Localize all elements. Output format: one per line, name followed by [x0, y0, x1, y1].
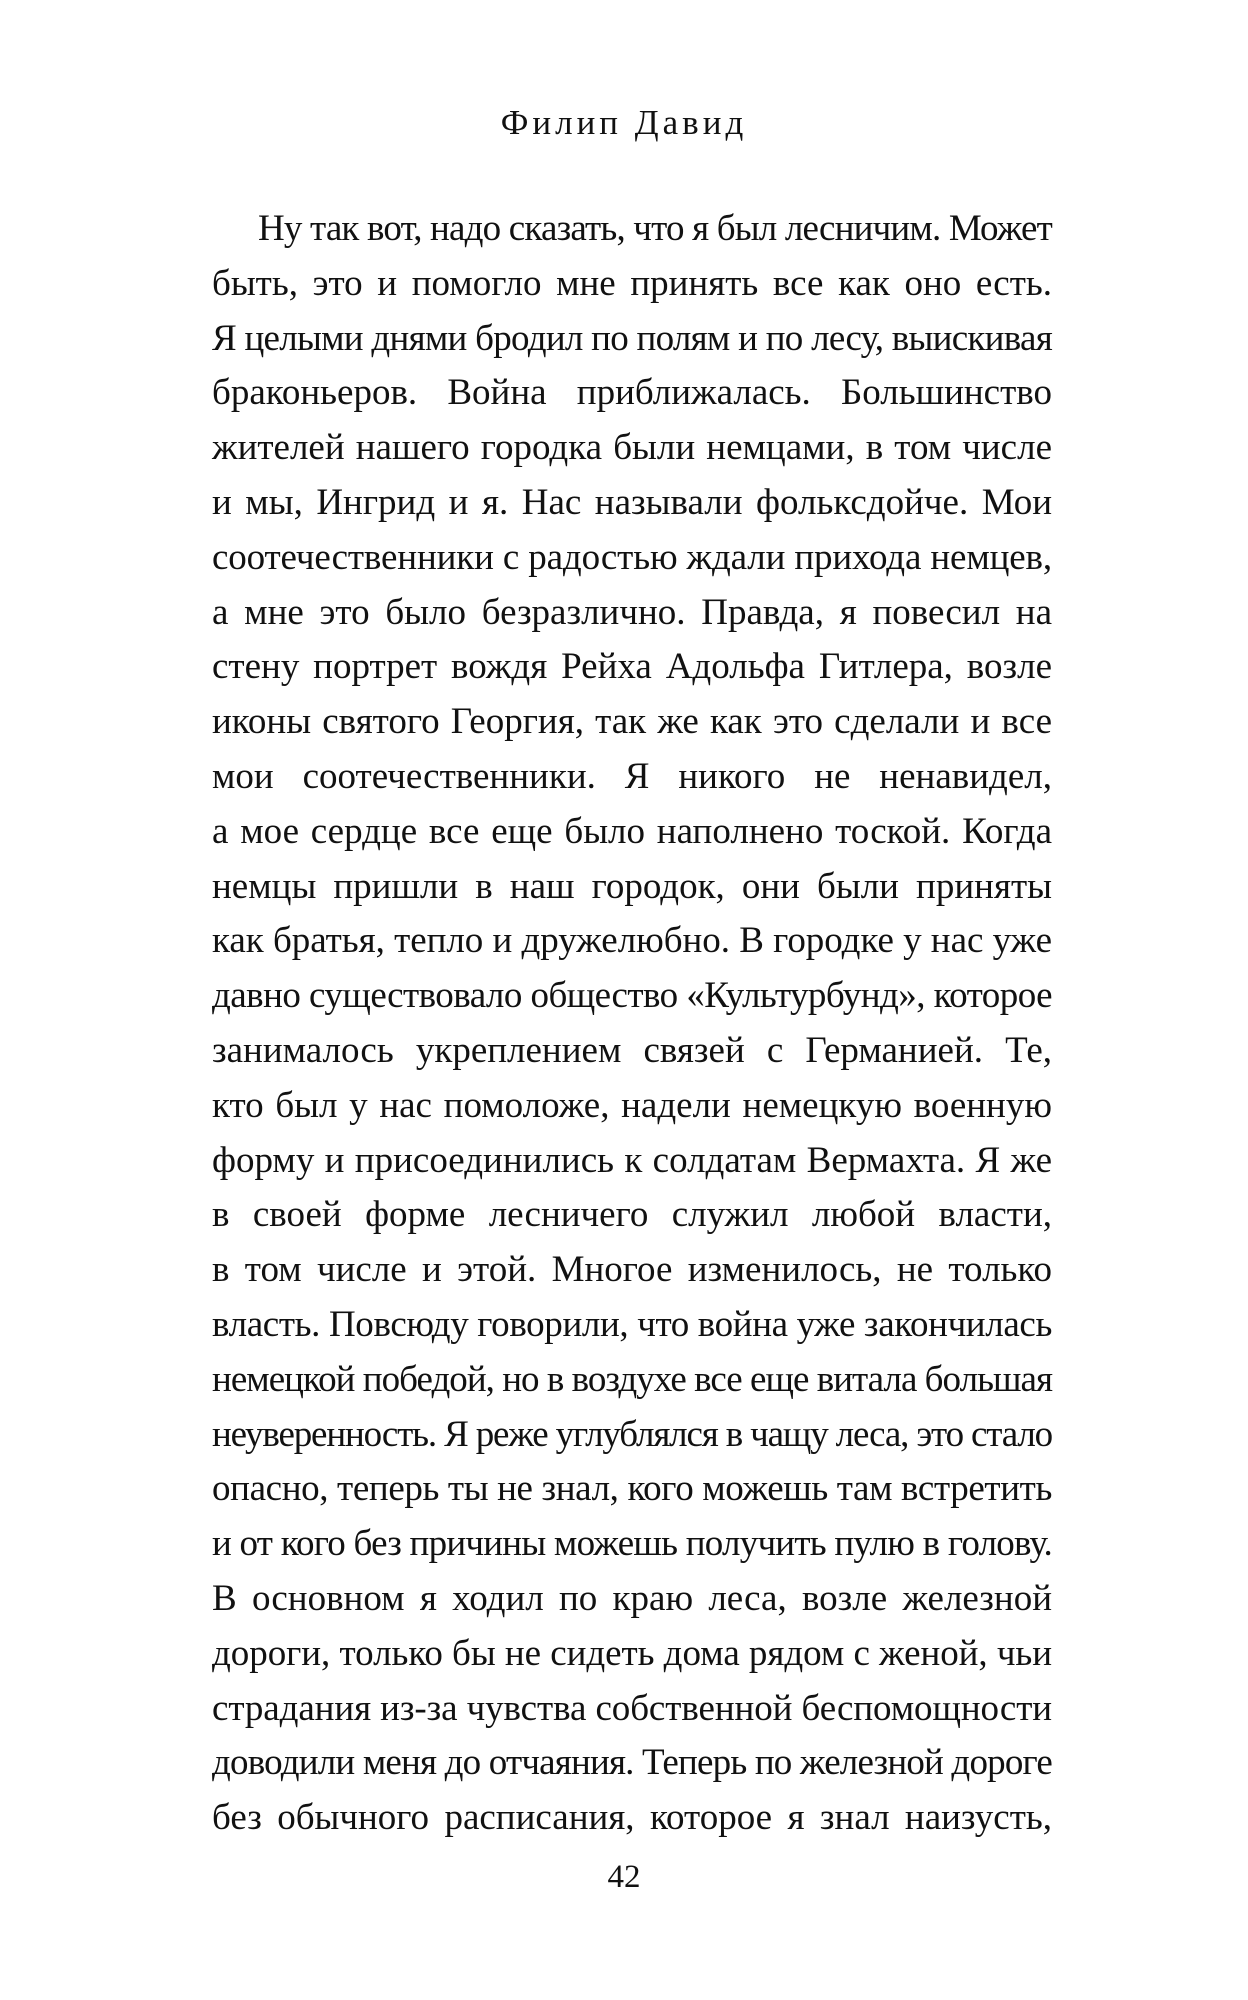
text-line: неуверенность. Я реже углублялся в чащу леса, это стало — [212, 1413, 1052, 1455]
text-line: и мы, Ингрид и я. Нас называли фольксдойче. Мои — [212, 481, 1052, 523]
text-line: немцы пришли в наш городок, они были приняты — [212, 865, 1052, 907]
text-line: а мое сердце все еще было наполнено тоской. Когда — [212, 810, 1052, 852]
text-line: доводили меня до отчаяния. Теперь по железной дороге — [212, 1742, 1052, 1784]
text-line: кто был у нас помоложе, надели немецкую военную — [212, 1084, 1052, 1126]
text-line: жителей нашего городка были немцами, в том числе — [212, 427, 1052, 469]
text-line: соотечественники с радостью ждали прихода немцев, — [212, 536, 1052, 578]
running-head-author: Филип Давид — [500, 103, 748, 142]
text-line: быть, это и помогло мне принять все как оно есть. — [212, 262, 1052, 304]
text-line: мои соотечественники. Я никого не ненавидел, — [212, 755, 1052, 797]
text-line: без обычного расписания, которое я знал наизусть, — [212, 1797, 1052, 1839]
text-line: стену портрет вождя Рейха Адольфа Гитлера, возле — [212, 646, 1052, 688]
text-line: и от кого без причины можешь получить пулю в голову. — [212, 1523, 1052, 1565]
text-line: Я целыми днями бродил по полям и по лесу, выискивая — [212, 317, 1052, 359]
text-line: страдания из-за чувства собственной беспомощности — [212, 1687, 1052, 1729]
text-line: как братья, тепло и дружелюбно. В городке у нас уже — [212, 920, 1052, 962]
text-line: власть. Повсюду говорили, что война уже закончилась — [212, 1303, 1052, 1345]
page-number: 42 — [607, 1859, 641, 1895]
text-line: В основном я ходил по краю леса, возле железной — [212, 1577, 1052, 1619]
text-line: форму и присоединились к солдатам Вермахта. Я же — [212, 1139, 1052, 1181]
text-line: занималось укреплением связей с Германией. Те, — [212, 1029, 1052, 1071]
text-line: браконьеров. Война приближалась. Большинство — [212, 372, 1052, 414]
text-line: в том числе и этой. Многое изменилось, не только — [212, 1249, 1052, 1291]
text-line: дороги, только бы не сидеть дома рядом с женой, чьи — [212, 1632, 1052, 1674]
text-line: а мне это было безразлично. Правда, я повесил на — [212, 591, 1052, 633]
text-line: иконы святого Георгия, так же как это сделали и все — [212, 701, 1052, 743]
text-line: опасно, теперь ты не знал, кого можешь там встретить — [212, 1468, 1052, 1510]
text-line: немецкой победой, но в воздухе все еще витала большая — [212, 1358, 1052, 1400]
text-line: в своей форме лесничего служил любой власти, — [212, 1194, 1052, 1236]
body-text — [212, 202, 1052, 1846]
text-line: Ну так вот, надо сказать, что я был лесничим. Может — [258, 208, 1052, 249]
text-line: давно существовало общество «Культурбунд», которое — [212, 975, 1052, 1017]
